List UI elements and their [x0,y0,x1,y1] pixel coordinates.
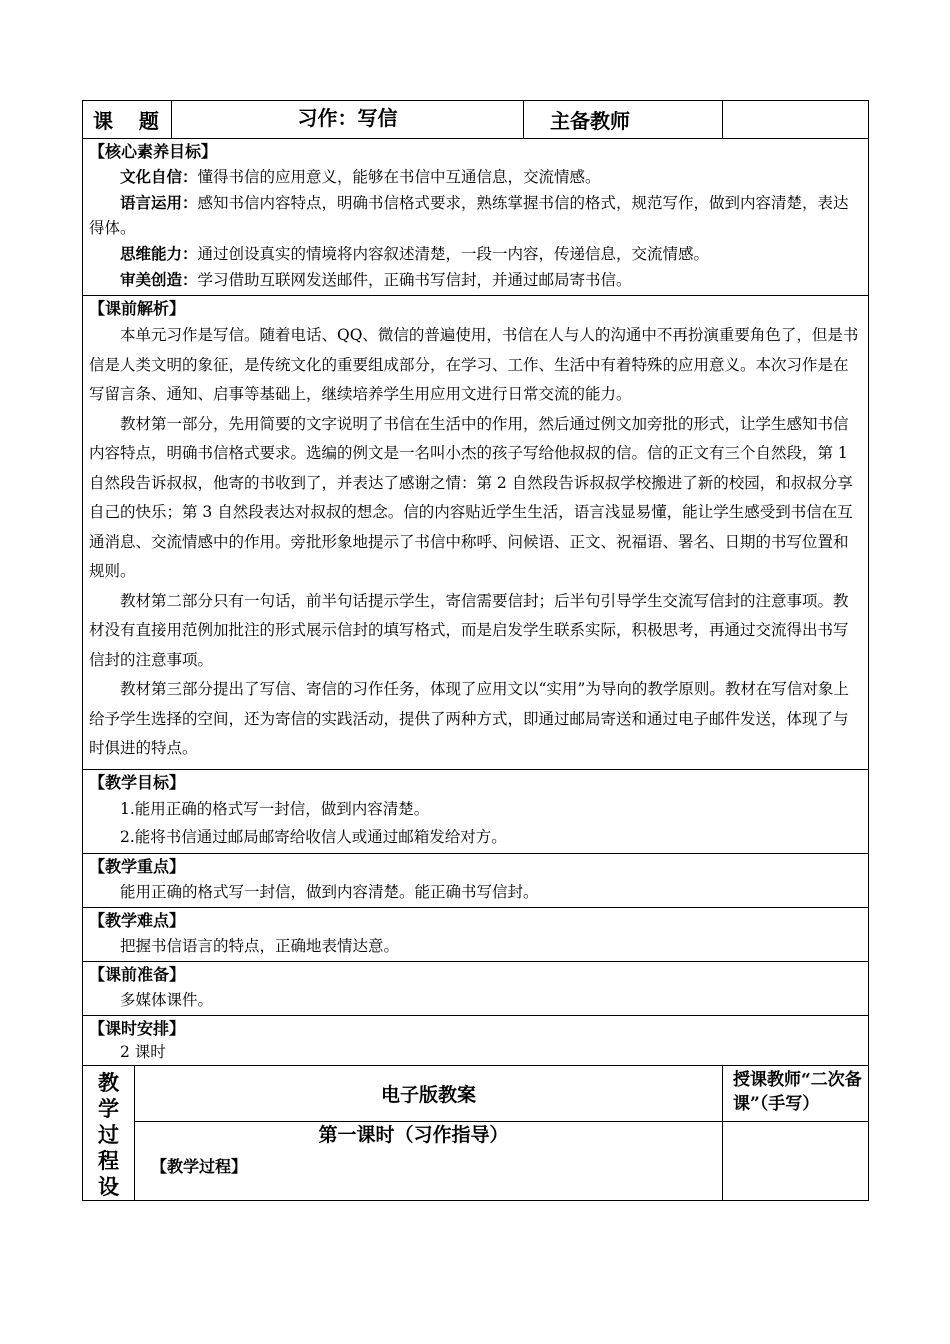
objectives-heading: 【教学目标】 [89,772,186,792]
core-goal-item [89,241,862,267]
topic-value: 习作：写信 [297,106,398,130]
side-char: 程 [98,1147,119,1173]
core-goal-label: 文化自信： [120,167,198,186]
core-goal-item [89,190,862,241]
topic-value-cell [172,101,524,139]
teacher-value-cell [723,101,869,139]
objectives-row [83,769,869,853]
core-goal-text: 懂得书信的应用意义，能够在书信中互通信息，交流情感。 [197,168,601,186]
core-goal-text: 通过创设真实的情境将内容叙述清楚，一段一内容，传递信息，交流情感。 [197,245,710,263]
difficulties-row [83,907,869,961]
key-points-heading: 【教学重点】 [89,856,186,876]
objective-item: 2.能将书信通过邮局邮寄给收信人或通过邮箱发给对方。 [120,827,507,846]
preparation-text: 多媒体课件。 [120,990,214,1009]
preparation-heading: 【课前准备】 [89,964,186,984]
process-body-cell [135,1121,723,1200]
key-points-section [83,853,869,907]
core-goal-label: 语言运用： [120,193,198,212]
schedule-text: 2 课时 [120,1042,166,1061]
teacher-label-cell [524,101,723,139]
key-points-row [83,853,869,907]
process-heading: 【教学过程】 [151,1156,248,1176]
analysis-paragraph: 教材第一部分，先用简要的文字说明了书信在生活中的作用，然后通过例文加旁批的形式，让学生感知书信内容特点，明确书信格式要求。选编的例文是一名叫小杰的孩子写给他叔叔的信。信的正文有三个自然段，第 1 自然段告诉叔叔，他寄的书收到了，并表达了感谢之情：第 2 自然段告诉叔叔学校搬进了新的校园，和叔叔分享自己的快乐；第 3 自然段表达对叔叔的想念。信的内容贴近学生生活，语言浅显易懂，能让学生感受到书信在互通消息、交流情感中的作用。旁批形象地提示了书信中称呼、问候语、正文、祝福语、署名、日期的书写位置和规则。 [89,414,853,580]
side-char: 过 [98,1121,119,1147]
preparation-section [83,961,869,1015]
analysis-paragraph: 教材第二部分只有一句话，前半句话提示学生，寄信需要信封；后半句引导学生交流写信封的注意事项。教材没有直接用范例加批注的形式展示信封的填写格式，而是启发学生联系实际，积极思考，再通过交流得出书写信封的注意事项。 [89,591,849,669]
core-goals-section [83,139,869,296]
core-goal-item [89,164,862,190]
handwritten-notes-cell [723,1121,869,1200]
plan-title-cell [135,1065,723,1121]
process-body-row [83,1121,869,1200]
analysis-heading: 【课前解析】 [89,299,186,318]
objectives-section [83,769,869,853]
side-char: 教 [98,1069,119,1095]
header-row [83,101,869,139]
teacher-note: 授课教师“二次备课”（手写） [733,1069,862,1114]
objective-item: 1.能用正确的格式写一封信，做到内容清楚。 [120,799,430,818]
analysis-paragraph: 教材第三部分提出了写信、寄信的习作任务，体现了应用文以“实用”为导向的教学原则。教材在写信对象上给予学生选择的空间，还为寄信的实践活动，提供了两种方式，即通过邮局寄送和通过电子邮件发送，体现了与时俱进的特点。 [89,680,849,757]
schedule-row [83,1015,869,1065]
analysis-row [83,296,869,770]
key-points-text: 能用正确的格式写一封信，做到内容清楚。能正确书写信封。 [120,882,539,901]
teacher-note-cell [723,1065,869,1121]
core-goal-label: 审美创造： [120,270,198,289]
process-side-label [83,1065,135,1200]
side-char: 学 [98,1095,119,1121]
lesson-plan-table [82,100,869,1201]
plan-title: 电子版教案 [380,1083,476,1106]
teacher-label: 主备教师 [550,109,630,133]
process-header-row [83,1065,869,1121]
schedule-section [83,1015,869,1065]
side-char: 设 [98,1173,119,1199]
topic-label-cell [83,101,172,139]
core-goal-text: 感知书信内容特点，明确书信格式要求，熟练掌握书信的格式，规范写作，做到内容清楚，表达得体。 [89,194,849,237]
lesson-title: 第一课时（习作指导） [318,1123,509,1146]
core-goals-row [83,139,869,296]
core-goal-label: 思维能力： [120,244,198,263]
lesson-plan-page [82,100,868,1201]
topic-label: 课 题 [93,109,163,133]
schedule-heading: 【课时安排】 [89,1018,186,1038]
analysis-section [83,296,869,770]
analysis-paragraph: 本单元习作是写信。随着电话、QQ、微信的普遍使用，书信在人与人的沟通中不再扮演重要角色了，但是书信是人类文明的象征，是传统文化的重要组成部分，在学习、工作、生活中有着特殊的应用意义。本次习作是在写留言条、通知、启事等基础上，继续培养学生用应用文进行日常交流的能力。 [89,326,859,403]
core-goals-heading: 【核心素养目标】 [89,142,218,161]
preparation-row [83,961,869,1015]
difficulties-heading: 【教学难点】 [89,910,186,930]
core-goal-text: 学习借助互联网发送邮件，正确书写信封，并通过邮局寄书信。 [197,271,632,289]
core-goal-item [89,267,862,293]
difficulties-section [83,907,869,961]
difficulties-text: 把握书信语言的特点，正确地表情达意。 [120,936,400,955]
